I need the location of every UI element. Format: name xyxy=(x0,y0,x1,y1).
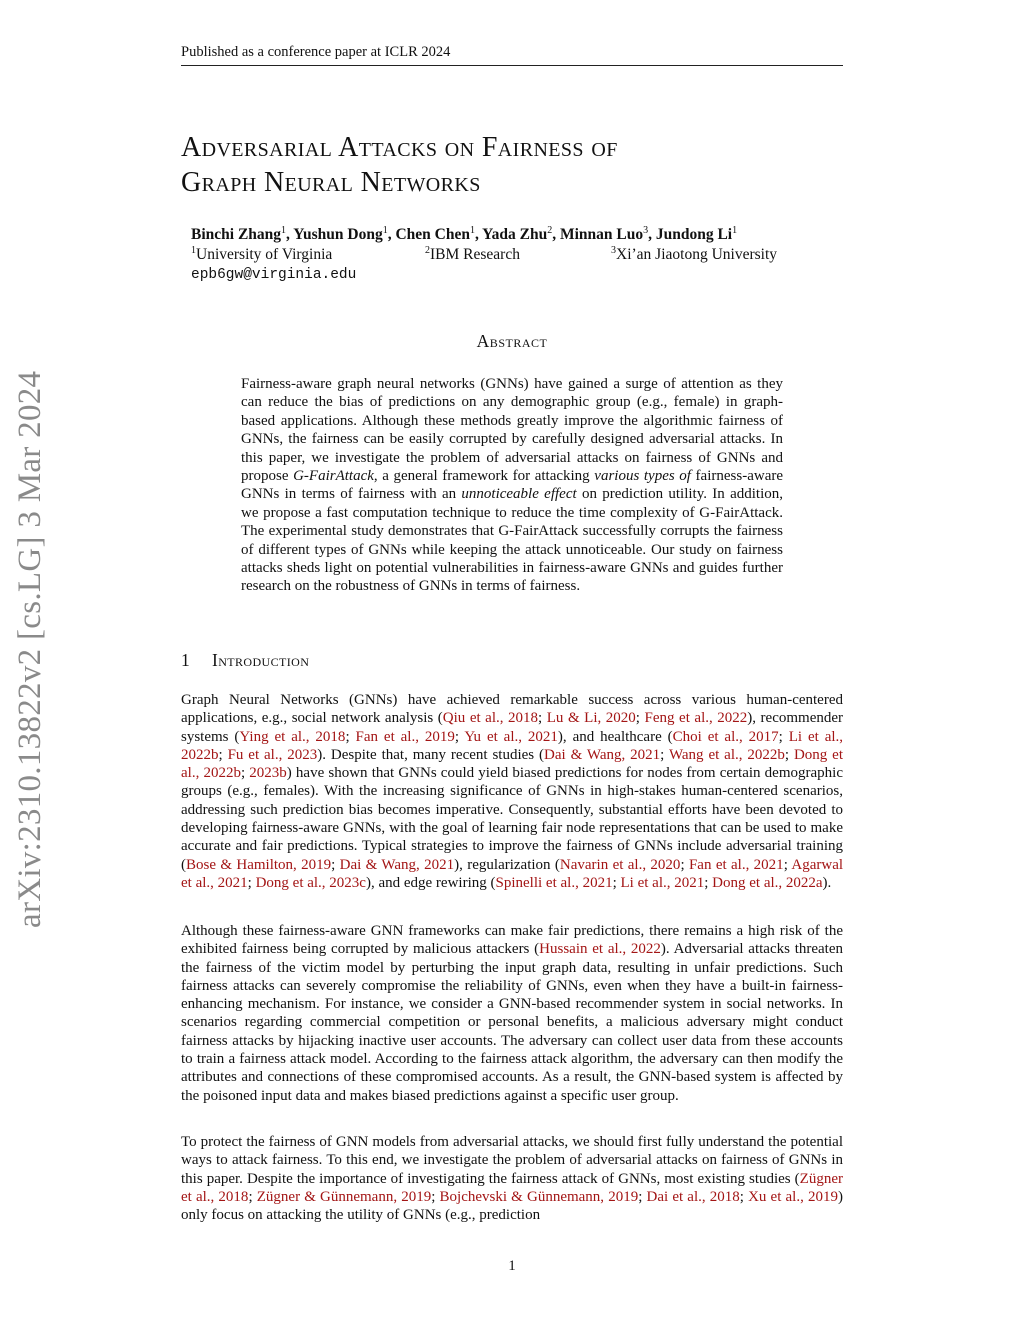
citation-link[interactable]: Fan et al., 2021 xyxy=(688,856,784,873)
affiliation-number: 1 xyxy=(191,245,196,256)
page-number: 1 xyxy=(508,1258,516,1274)
paragraph-text: ; xyxy=(247,874,256,891)
citation-link[interactable]: Feng et al., 2022 xyxy=(644,710,748,727)
paragraph-text: ; xyxy=(454,728,465,745)
paragraph-text: ). xyxy=(822,874,832,891)
citation-link[interactable]: Choi et al., 2017 xyxy=(672,728,779,745)
citation-link[interactable]: Wang et al., 2022b xyxy=(668,746,785,763)
citation-link[interactable]: Spinelli et al., 2021 xyxy=(495,874,613,891)
contact-email[interactable]: epb6gw@virginia.edu xyxy=(191,267,357,283)
author-name: Jundong Li xyxy=(655,226,733,243)
paragraph-text: ; xyxy=(345,728,356,745)
citation-link[interactable]: Li et al., 2022b xyxy=(181,728,844,763)
author-affiliation-mark: 1 xyxy=(382,225,388,236)
author-affiliation-mark: 1 xyxy=(281,225,287,236)
affiliation-number: 2 xyxy=(425,245,430,256)
citation-link[interactable]: Fan et al., 2019 xyxy=(355,728,455,745)
paragraph-text: ; xyxy=(680,856,689,873)
paragraph-text: ; xyxy=(778,728,789,745)
author-name: Minnan Luo xyxy=(559,226,644,243)
emphasis-text: various types of xyxy=(594,468,691,485)
citation-link[interactable]: Dai & Wang, 2021 xyxy=(339,856,455,873)
paragraph-text: ; xyxy=(538,710,547,727)
paragraph-text: ; xyxy=(660,746,669,763)
author-affiliation-mark: 2 xyxy=(547,225,553,236)
citation-link[interactable]: Zügner & Günnemann, 2019 xyxy=(256,1188,432,1205)
paragraph-text: ; xyxy=(704,874,713,891)
paragraph-text: ; xyxy=(638,1188,647,1205)
abstract-text: , a general framework for attacking xyxy=(373,468,595,485)
intro-paragraph-1 xyxy=(181,691,843,892)
section-heading xyxy=(181,650,309,671)
paragraph-text: ). Despite that, many recent studies ( xyxy=(317,746,545,763)
paragraph-text: ; xyxy=(248,1188,257,1205)
abstract-body xyxy=(241,375,783,596)
paragraph-text: ), and edge rewiring ( xyxy=(365,874,496,891)
author-list: Binchi Zhang$^1$, Yushun Dong$^1$, Chen Chen$^1$, Yada Zhu$^2$, Minnan Luo$^3$, Jundong Li$^1$ xyxy=(191,225,738,243)
abstract-heading: Abstract xyxy=(476,331,548,351)
affiliation xyxy=(425,246,520,264)
citation-link[interactable]: Dong et al., 2022b xyxy=(181,746,844,782)
author-affiliation-mark: 1 xyxy=(469,225,475,236)
author-affiliation-mark: 1 xyxy=(732,225,738,236)
paragraph-text: ; xyxy=(612,874,621,891)
paragraph-text: To protect the fairness of GNN models from adversarial attacks, we should first fully understand the potential ways to attack fairness. To this end, we investigate the problem of adversarial attacks on fairness of GNNs in this paper. Despite the importance of investigating the fairness attack of GNNs, most existing studies ( xyxy=(181,1134,843,1187)
paragraph-text: ), regularization ( xyxy=(454,856,560,873)
paragraph-text: ; xyxy=(218,746,228,763)
paragraph-text: ). Adversarial attacks threaten the fairness of the victim model by perturbing the input graph data, resulting in unfair predictions. Such fairness attacks can severely compromise the reliability of GNNs, even when they have a built-in fairness-enhancing mechanism. For instance, we consider a GNN-based recommender system in social networks. In scenarios regarding commercial competition or personal benefits, a malicious adversary might conduct fairness attacks by hijacking inactive user accounts. The adversary can collect user data from these accounts to train a fairness attack model. According to the fairness attack algorithm, the adversary can then modify the attributes and connections of these compromised accounts. As a result, the GNN-based system is affected by the poisoned input data and makes biased predictions against a specific user group. xyxy=(181,941,843,1104)
affiliation xyxy=(611,246,777,264)
title-line-2: Graph Neural Networks xyxy=(181,167,481,198)
abstract-text: Fairness-aware graph neural networks (GNNs) have gained a surge of attention as they can reduce the bias of predictions on any demographic group (e.g., female) in graph-based applications. Although these methods greatly improve the algorithmic fairness of GNNs, the fairness can be easily corrupted by carefully designed adversarial attacks. In this paper, we investigate the problem of adversarial attacks on fairness of GNNs and propose xyxy=(241,376,783,485)
citation-link[interactable]: Lu & Li, 2020 xyxy=(546,710,636,727)
paragraph-text: Graph Neural Networks (GNNs) have achieved remarkable success across various human-centered applications, e.g., social network analysis ( xyxy=(181,692,843,727)
paragraph-text: ; xyxy=(739,1188,749,1205)
paragraph-text: ; xyxy=(331,856,340,873)
citation-link[interactable]: Qiu et al., 2018 xyxy=(442,710,539,727)
citation-link[interactable]: Agarwal et al., 2021 xyxy=(181,856,844,891)
section-number: 1 xyxy=(181,650,191,670)
abstract-text: on prediction utility. In addition, we propose a fast computation technique to reduce the time complexity of G-FairAttack. The experimental study demonstrates that G-FairAttack successfully corrupts the fairness of different types of GNNs while keeping the attack unnoticeable. Our study on fairness attacks sheds light on potential vulnerabilities in fairness-aware GNNs and guides further research on the robustness of GNNs in terms of fairness. xyxy=(241,486,784,595)
citation-link[interactable]: Dai & Wang, 2021 xyxy=(544,746,661,763)
citation-link[interactable]: Bose & Hamilton, 2019 xyxy=(186,856,332,873)
citation-link[interactable]: Fu et al., 2023 xyxy=(227,746,318,763)
title-line-1: Adversarial Attacks on Fairness of xyxy=(181,132,618,163)
emphasis-text: unnoticeable effect xyxy=(461,486,577,503)
citation-link[interactable]: Zügner et al., 2018 xyxy=(181,1170,843,1205)
affiliation-name: IBM Research xyxy=(430,246,520,263)
paragraph-text: Although these fairness-aware GNN frameworks can make fair predictions, there remains a high risk of the exhibited fairness being corrupted by malicious attackers ( xyxy=(181,923,843,958)
paragraph-text: ; xyxy=(784,746,794,763)
paragraph-text: ; xyxy=(635,710,645,727)
paragraph-text: ), recommender systems ( xyxy=(181,710,844,745)
author-name: Chen Chen xyxy=(395,226,470,243)
paragraph-text: ; xyxy=(783,856,792,873)
citation-link[interactable]: Dai et al., 2018 xyxy=(646,1188,740,1205)
author-name: Binchi Zhang xyxy=(191,226,282,243)
paragraph-text: ; xyxy=(240,765,250,782)
paragraph-text: ; xyxy=(431,1188,440,1205)
citation-link[interactable]: Bojchevski & Günnemann, 2019 xyxy=(439,1188,639,1205)
citation-link[interactable]: Ying et al., 2018 xyxy=(239,728,346,745)
author-name: Yada Zhu xyxy=(482,226,548,243)
author-name: Yushun Dong xyxy=(293,226,383,243)
citation-link[interactable]: Hussain et al., 2022 xyxy=(539,941,661,958)
running-header: Published as a conference paper at ICLR 2024 xyxy=(181,44,843,66)
citation-link[interactable]: Xu et al., 2019 xyxy=(748,1188,838,1205)
citation-link[interactable]: Navarin et al., 2020 xyxy=(559,856,681,873)
citation-link[interactable]: 2023b xyxy=(249,765,287,782)
intro-paragraph-3 xyxy=(181,1133,843,1224)
affiliation-list xyxy=(191,246,831,266)
citation-link[interactable]: Li et al., 2021 xyxy=(620,874,705,891)
method-name: G-FairAttack xyxy=(293,468,374,485)
intro-paragraph-2 xyxy=(181,922,843,1105)
abstract-text: fairness-aware GNNs in terms of fairness with an xyxy=(241,468,784,503)
paragraph-text: ) only focus on attacking the utility of GNNs (e.g., prediction xyxy=(181,1188,843,1224)
citation-link[interactable]: Dong et al., 2023c xyxy=(255,874,366,891)
paragraph-text: ), and healthcare ( xyxy=(557,728,673,745)
paragraph-text: ) have shown that GNNs could yield biased predictions for nodes from certain demographic groups (e.g., females). With the increasing significance of GNNs in high-stakes human-centered scenarios, addressing such prediction bias becomes imperative. Consequently, substantial efforts have been devoted to developing fairness-aware GNNs, with the goal of learning fair node representations that can be used to make accurate and fair predictions. Typical strategies to improve the fairness of GNNs include adversarial training ( xyxy=(181,765,843,873)
citation-link[interactable]: Dong et al., 2022a xyxy=(712,874,823,891)
affiliation-number: 3 xyxy=(611,245,616,256)
author-affiliation-mark: 3 xyxy=(643,225,649,236)
affiliation-name: University of Virginia xyxy=(196,246,333,263)
citation-link[interactable]: Yu et al., 2021 xyxy=(464,728,558,745)
paper-title xyxy=(181,130,843,200)
arxiv-identifier[interactable]: arXiv:2310.13822v2 [cs.LG] 3 Mar 2024 xyxy=(12,370,48,928)
affiliation xyxy=(191,246,332,264)
section-title: Introduction xyxy=(212,650,310,670)
affiliation-name: Xi’an Jiaotong University xyxy=(616,246,778,263)
